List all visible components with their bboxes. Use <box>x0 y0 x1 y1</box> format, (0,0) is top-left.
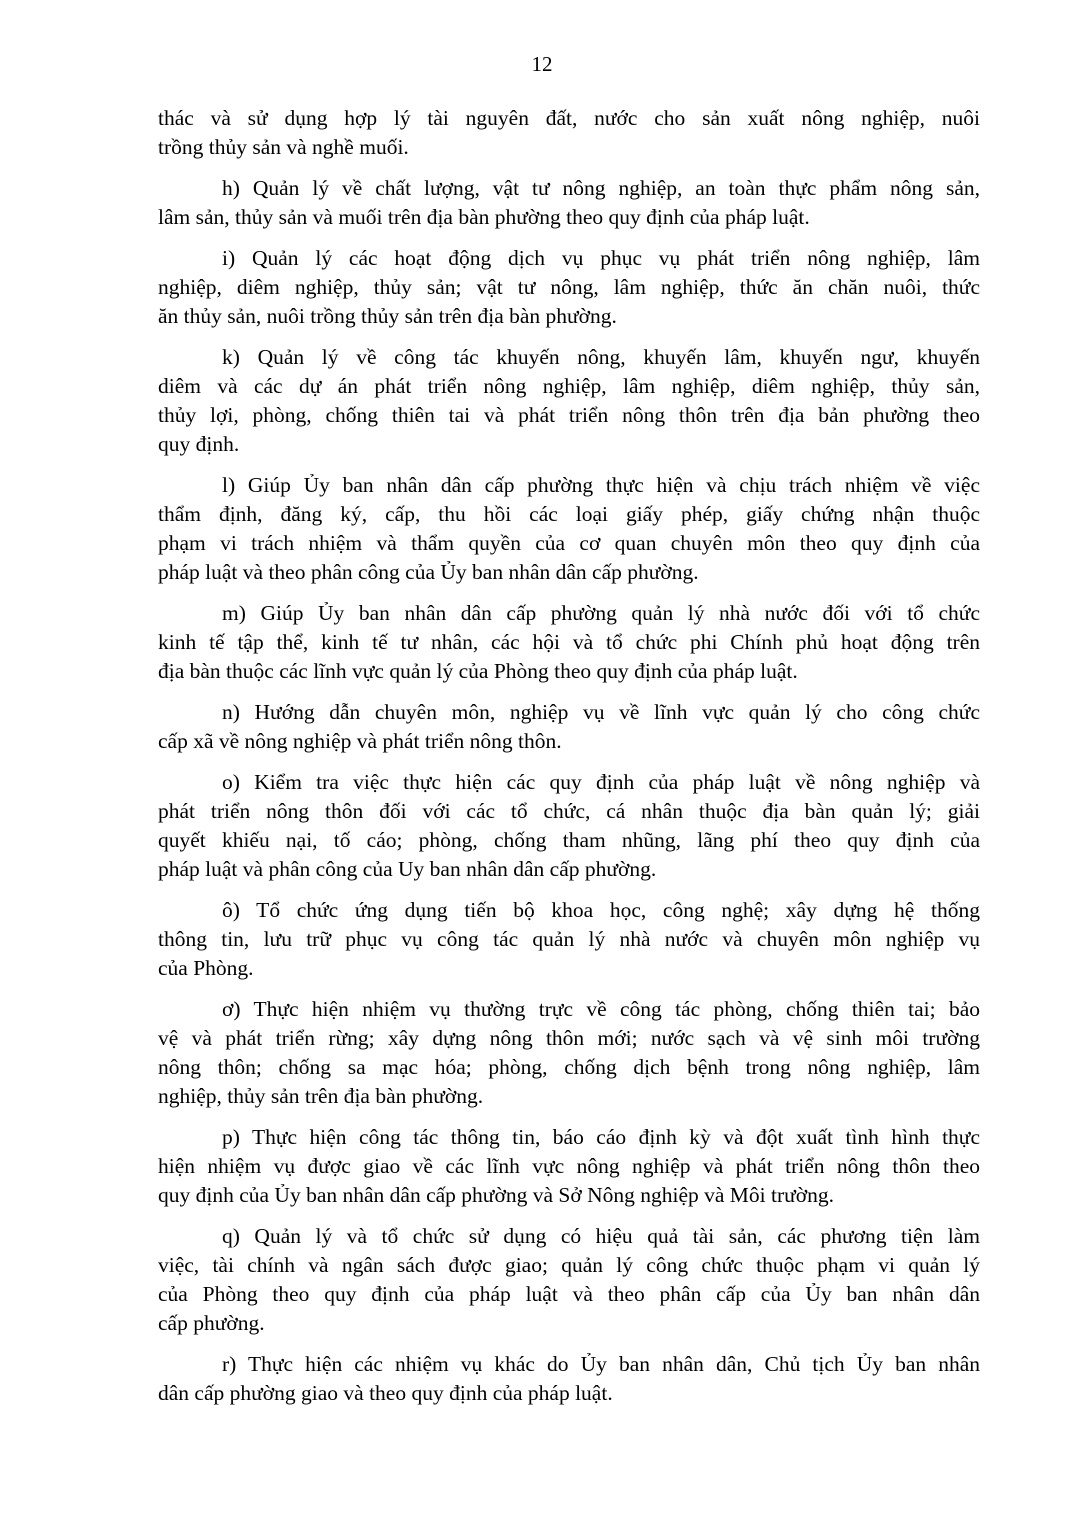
paragraph-o <box>158 768 980 884</box>
text-line: n) Hướng dẫn chuyên môn, nghiệp vụ về lĩnh vực quản lý cho công chức <box>222 700 980 724</box>
text-line: nghiệp, thủy sản trên địa bàn phường. <box>158 1084 484 1108</box>
text-line: q) Quản lý và tổ chức sử dụng có hiệu quả tài sản, các phương tiện làm <box>222 1224 980 1248</box>
text-line: l) Giúp Ủy ban nhân dân cấp phường thực hiện và chịu trách nhiệm về việc <box>222 473 980 497</box>
text-line: i) Quản lý các hoạt động dịch vụ phục vụ phát triển nông nghiệp, lâm <box>222 246 980 270</box>
text-line: thủy lợi, phòng, chống thiên tai và phát triển nông thôn trên địa bản phường theo <box>158 403 980 427</box>
text-line: thông tin, lưu trữ phục vụ công tác quản lý nhà nước và chuyên môn nghiệp vụ <box>158 927 980 951</box>
text-line: phát triển nông thôn đối với các tổ chức, cá nhân thuộc địa bàn quản lý; giải <box>158 799 980 823</box>
text-line: pháp luật và theo phân công của Ủy ban nhân dân cấp phường. <box>158 560 699 584</box>
text-line: lâm sản, thủy sản và muối trên địa bàn phường theo quy định của pháp luật. <box>158 205 810 229</box>
text-line: m) Giúp Ủy ban nhân dân cấp phường quản lý nhà nước đối với tổ chức <box>222 601 980 625</box>
text-line: ăn thủy sản, nuôi trồng thủy sản trên địa bàn phường. <box>158 304 617 328</box>
text-line: vệ và phát triển rừng; xây dựng nông thôn mới; nước sạch và vệ sinh môi trường <box>158 1026 980 1050</box>
paragraph-r <box>158 1350 980 1408</box>
text-line: h) Quản lý về chất lượng, vật tư nông nghiệp, an toàn thực phẩm nông sản, <box>222 176 980 200</box>
text-line: thác và sử dụng hợp lý tài nguyên đất, nước cho sản xuất nông nghiệp, nuôi <box>158 106 980 130</box>
paragraph-l <box>158 471 980 587</box>
paragraph-cont <box>158 104 980 162</box>
text-line: pháp luật và phân công của Uy ban nhân dân cấp phường. <box>158 857 657 881</box>
text-line: quy định. <box>158 432 240 456</box>
text-line: diêm và các dự án phát triển nông nghiệp, lâm nghiệp, diêm nghiệp, thủy sản, <box>158 374 980 398</box>
document-body <box>158 104 980 1420</box>
paragraph-i <box>158 244 980 331</box>
text-line: dân cấp phường giao và theo quy định của pháp luật. <box>158 1381 613 1405</box>
paragraph-o-circ <box>158 896 980 983</box>
paragraph-q <box>158 1222 980 1338</box>
text-line: việc, tài chính và ngân sách được giao; quản lý công chức thuộc phạm vi quản lý <box>158 1253 980 1277</box>
paragraph-k <box>158 343 980 459</box>
text-line: phạm vi trách nhiệm và thẩm quyền của cơ quan chuyên môn theo quy định của <box>158 531 980 555</box>
text-line: trồng thủy sản và nghề muối. <box>158 135 409 159</box>
text-line: của Phòng theo quy định của pháp luật và theo phân cấp của Ủy ban nhân dân <box>158 1282 980 1306</box>
text-line: nông thôn; chống sa mạc hóa; phòng, chống dịch bệnh trong nông nghiệp, lâm <box>158 1055 980 1079</box>
text-line: kinh tế tập thể, kinh tế tư nhân, các hội và tổ chức phi Chính phủ hoạt động trên <box>158 630 980 654</box>
text-line: p) Thực hiện công tác thông tin, báo cáo định kỳ và đột xuất tình hình thực <box>222 1125 980 1149</box>
paragraph-o-horn <box>158 995 980 1111</box>
text-line: k) Quản lý về công tác khuyến nông, khuyến lâm, khuyến ngư, khuyến <box>222 345 980 369</box>
text-line: ơ) Thực hiện nhiệm vụ thường trực về công tác phòng, chống thiên tai; bảo <box>222 997 980 1021</box>
paragraph-n <box>158 698 980 756</box>
text-line: hiện nhiệm vụ được giao về các lĩnh vực nông nghiệp và phát triển nông thôn theo <box>158 1154 980 1178</box>
text-line: thẩm định, đăng ký, cấp, thu hồi các loại giấy phép, giấy chứng nhận thuộc <box>158 502 980 526</box>
text-line: r) Thực hiện các nhiệm vụ khác do Ủy ban nhân dân, Chủ tịch Ủy ban nhân <box>222 1352 980 1376</box>
text-line: quy định của Ủy ban nhân dân cấp phường và Sở Nông nghiệp và Môi trường. <box>158 1183 835 1207</box>
text-line: o) Kiểm tra việc thực hiện các quy định của pháp luật về nông nghiệp và <box>222 770 980 794</box>
paragraph-p <box>158 1123 980 1210</box>
text-line: cấp xã về nông nghiệp và phát triển nông thôn. <box>158 729 562 753</box>
text-line: của Phòng. <box>158 956 254 980</box>
paragraph-h <box>158 174 980 232</box>
text-line: địa bàn thuộc các lĩnh vực quản lý của Phòng theo quy định của pháp luật. <box>158 659 798 683</box>
text-line: cấp phường. <box>158 1311 265 1335</box>
text-line: quyết khiếu nại, tố cáo; phòng, chống tham nhũng, lãng phí theo quy định của <box>158 828 980 852</box>
text-line: nghiệp, diêm nghiệp, thủy sản; vật tư nông, lâm nghiệp, thức ăn chăn nuôi, thức <box>158 275 980 299</box>
text-line: ô) Tổ chức ứng dụng tiến bộ khoa học, công nghệ; xây dựng hệ thống <box>222 898 980 922</box>
page-number: 12 <box>531 52 553 76</box>
paragraph-m <box>158 599 980 686</box>
